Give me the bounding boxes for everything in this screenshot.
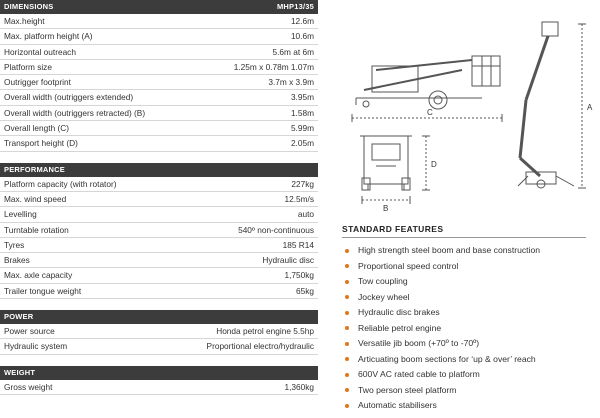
spec-value: 10.6m (290, 31, 314, 42)
spec-row (0, 253, 318, 268)
spec-row (0, 29, 318, 44)
spec-row (0, 238, 318, 253)
feature-text: Articuating boom sections for ‘up & over’ reach (358, 353, 536, 364)
bullet-icon (345, 326, 349, 330)
spec-row (0, 90, 318, 105)
bullet-icon (345, 388, 349, 392)
spec-label: Overall width (outriggers retracted) (B) (4, 107, 146, 118)
spec-value: 540º non-continuous (238, 224, 314, 235)
feature-item (342, 243, 600, 259)
spec-label: Levelling (4, 209, 37, 220)
power-header-title: POWER (4, 312, 34, 322)
bullet-icon (345, 342, 349, 346)
spec-value: Hydraulic disc (262, 255, 314, 266)
bullet-icon (345, 404, 349, 408)
front-view-drawing (360, 136, 412, 190)
spec-label: Hydraulic system (4, 341, 68, 352)
spec-value: 1,750kg (284, 270, 314, 281)
spec-label: Max. wind speed (4, 193, 67, 204)
spec-value: 12.6m (290, 16, 314, 26)
spec-label: Overall length (C) (4, 123, 70, 134)
feature-text: Tow coupling (358, 276, 408, 286)
dimension-label-c: C (427, 108, 433, 117)
extended-boom-drawing (518, 22, 574, 188)
spec-value: 1.25m x 0.78m 1.07m (233, 61, 314, 72)
spec-row (0, 339, 318, 354)
feature-text: Versatile jib boom (+70º to -70º) (358, 338, 480, 348)
feature-text: Reliable petrol engine (358, 322, 442, 333)
feature-item (342, 367, 600, 383)
spec-value: 5.6m at 6m (272, 46, 314, 57)
spec-value: Honda petrol engine 5.5hp (216, 326, 314, 337)
spec-label: Platform size (4, 61, 52, 72)
weight-header-title: WEIGHT (4, 367, 36, 377)
spec-label: Max. axle capacity (4, 270, 73, 281)
standard-features (342, 224, 600, 414)
spec-value: 185 R14 (282, 239, 314, 250)
feature-item (342, 398, 600, 414)
spec-value: 12.5m/s (284, 193, 314, 204)
standard-features-title: STANDARD FEATURES (342, 224, 586, 238)
feature-item (342, 321, 600, 337)
spec-label: Outrigger footprint (4, 77, 71, 88)
spec-row (0, 177, 318, 192)
dimensions-rows (0, 14, 318, 152)
side-view-drawing (356, 56, 500, 109)
feature-item (342, 259, 600, 275)
feature-item (342, 305, 600, 321)
technical-drawings (342, 8, 600, 218)
spec-row (0, 268, 318, 283)
spec-row (0, 380, 318, 395)
dimensions-header-title: DIMENSIONS (4, 2, 54, 11)
spec-row (0, 121, 318, 136)
power-header (0, 310, 318, 324)
spec-label: Transport height (D) (4, 138, 78, 149)
spec-row (0, 14, 318, 29)
spec-label: Tyres (4, 239, 25, 250)
spec-value: 3.7m x 3.9m (268, 77, 314, 88)
model-number: MHP13/35 (276, 2, 314, 11)
spec-label: Turntable rotation (4, 224, 69, 235)
spec-row (0, 207, 318, 222)
spec-label: Gross weight (4, 381, 53, 392)
spec-value: auto (297, 209, 314, 220)
spec-label: Overall width (outriggers extended) (4, 92, 134, 103)
spec-value: 65kg (296, 285, 314, 296)
weight-header (0, 366, 318, 380)
dimension-label-d: D (431, 160, 437, 169)
bullet-icon (345, 373, 349, 377)
spec-label: Max.height (4, 16, 45, 26)
spec-value: 227kg (291, 178, 314, 189)
spec-value: 1.58m (290, 107, 314, 118)
spec-value: 3.95m (290, 92, 314, 103)
feature-item (342, 336, 600, 352)
features-list (342, 243, 600, 414)
feature-item (342, 290, 600, 306)
bullet-icon (345, 311, 349, 315)
feature-text: High strength steel boom and base construction (358, 245, 541, 255)
dimension-label-b: B (383, 204, 389, 213)
spec-value: 5.99m (290, 123, 314, 134)
technical-drawings-svg (342, 8, 600, 218)
spec-row (0, 284, 318, 299)
performance-header (0, 163, 318, 177)
bullet-icon (345, 249, 349, 253)
feature-text: 600V AC rated cable to platform (358, 369, 480, 379)
spec-label: Trailer tongue weight (4, 285, 82, 296)
spec-row (0, 60, 318, 75)
dimension-label-a: A (587, 103, 593, 112)
bullet-icon (345, 295, 349, 299)
spec-label: Max. platform height (A) (4, 31, 93, 42)
spec-label: Brakes (4, 255, 30, 266)
feature-text: Proportional speed control (358, 260, 459, 271)
power-rows (0, 324, 318, 355)
spec-label: Platform capacity (with rotator) (4, 178, 117, 189)
bullet-icon (345, 357, 349, 361)
spec-value: 2.05m (290, 138, 314, 149)
spec-row (0, 324, 318, 339)
feature-item (342, 352, 600, 368)
dimensions-header (0, 0, 318, 14)
spec-row (0, 192, 318, 207)
feature-text: Hydraulic disc brakes (358, 307, 440, 317)
feature-text: Automatic stabilisers (358, 400, 437, 410)
bullet-icon (345, 264, 349, 268)
spec-row (0, 45, 318, 60)
feature-text: Two person steel platform (358, 384, 457, 395)
spec-row (0, 106, 318, 121)
performance-rows (0, 177, 318, 299)
spec-label: Horizontal outreach (4, 46, 76, 57)
spec-row (0, 136, 318, 151)
spec-value: 1,360kg (284, 381, 314, 392)
spec-label: Power source (4, 326, 55, 337)
performance-header-title: PERFORMANCE (4, 164, 65, 174)
feature-item (342, 383, 600, 399)
bullet-icon (345, 280, 349, 284)
feature-item (342, 274, 600, 290)
spec-row (0, 223, 318, 238)
spec-row (0, 75, 318, 90)
feature-text: Jockey wheel (358, 291, 410, 302)
spec-value: Proportional electro/hydraulic (206, 341, 314, 352)
weight-rows (0, 380, 318, 395)
